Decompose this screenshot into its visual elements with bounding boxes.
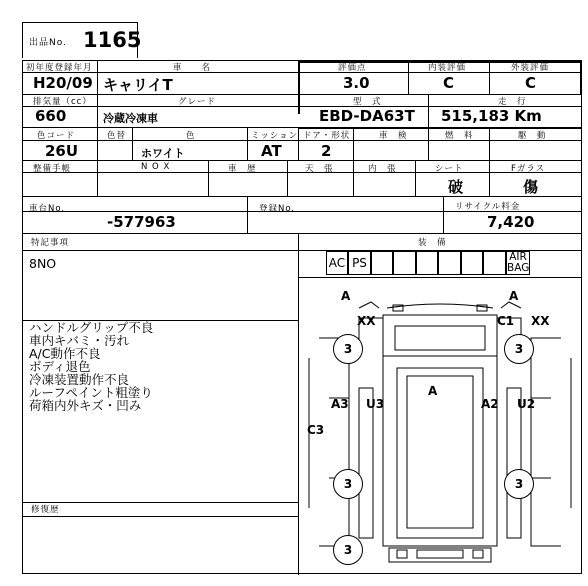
reg-no-label: 登録No. — [259, 204, 296, 214]
score-label: 評価点 — [338, 63, 367, 73]
score-value: 3.0 — [343, 74, 370, 92]
car-name-label: 車 名 — [173, 63, 212, 73]
special-notes — [29, 321, 153, 412]
equipment-slot — [483, 251, 506, 275]
damage-code: A3 — [331, 397, 349, 411]
fglass-label: Fガラス — [511, 164, 546, 174]
lot-number-box — [22, 22, 142, 58]
chassis-value: -577963 — [107, 213, 176, 231]
seat-label: シート — [435, 164, 464, 174]
equipment-label: 装 備 — [418, 238, 447, 248]
color-label: 色 — [186, 131, 196, 141]
drive-label: 駆 動 — [518, 131, 547, 141]
interior-label: 内装評価 — [428, 63, 467, 73]
damage-code: C3 — [307, 423, 325, 437]
tire-front-right: 3 — [504, 334, 534, 364]
model-value: EBD-DA63T — [319, 107, 415, 125]
damage-code: A — [341, 289, 351, 303]
special-note: 車内キバミ・汚れ — [29, 333, 130, 348]
mission-value: AT — [261, 142, 282, 160]
fuel-label: 燃 料 — [445, 131, 474, 141]
displacement-value: 660 — [35, 107, 67, 125]
mileage-label: 走 行 — [498, 97, 527, 107]
grade-label: グレード — [178, 97, 217, 107]
manual-label: 整備手帳 — [33, 164, 72, 174]
damage-code: A — [509, 289, 519, 303]
special-note: ボディ退色 — [29, 359, 91, 374]
exterior-value: C — [525, 74, 537, 92]
chassis-label: 車台No. — [29, 204, 66, 214]
interior-value: C — [443, 74, 455, 92]
tire-rear-left: 3 — [333, 469, 363, 499]
equipment-slot — [461, 251, 483, 275]
lot-number-label: 出品No. — [29, 38, 67, 48]
doors-label: ドア・形状 — [303, 131, 351, 141]
recycle-label: リサイクル料金 — [455, 202, 521, 212]
first-reg-value: H20/09 — [33, 74, 93, 92]
fglass-value: 傷 — [523, 178, 539, 196]
special-note: ルーフペイント粗塗り — [29, 385, 153, 400]
tire-rear-right: 3 — [504, 469, 534, 499]
damage-code: U3 — [366, 397, 385, 411]
equipment-ac: AC — [326, 251, 348, 275]
seat-value: 破 — [448, 178, 464, 196]
equipment-slot — [438, 251, 461, 275]
nox-label: N O X — [141, 162, 171, 172]
lot-number: 1165 — [83, 28, 142, 52]
equipment-slot — [416, 251, 438, 275]
inspection-label: 車 検 — [379, 131, 408, 141]
equipment-airbag: AIR BAG — [507, 251, 530, 275]
equipment-ps: PS — [348, 251, 371, 275]
auction-sheet — [22, 60, 582, 574]
special-label: 特記事項 — [31, 238, 70, 248]
tire-spare: 3 — [333, 535, 363, 565]
special-note: A/C動作不良 — [29, 346, 101, 361]
recycle-value: 7,420 — [487, 213, 535, 231]
history-label: 車 歴 — [228, 164, 257, 174]
exterior-label: 外装評価 — [511, 63, 550, 73]
mission-label: ミッション — [251, 131, 299, 141]
first-reg-label: 初年度登録年月 — [26, 63, 93, 73]
damage-code: XX — [357, 314, 376, 328]
repair-label: 修復歴 — [31, 505, 60, 515]
damage-code: A2 — [481, 397, 499, 411]
special-note: 荷箱内外キズ・凹み — [29, 398, 142, 413]
damage-code: A — [428, 384, 438, 398]
equipment-slot — [371, 251, 393, 275]
damage-code: XX — [531, 314, 550, 328]
sunroof-label: 天 張 — [305, 164, 334, 174]
special-note: ハンドルグリップ不良 — [29, 320, 154, 335]
model-label: 型 式 — [353, 97, 382, 107]
special-note: 冷凍装置動作不良 — [29, 372, 130, 387]
grade-value: 冷蔵冷凍車 — [103, 112, 158, 125]
damage-code: U2 — [517, 397, 536, 411]
doors-value: 2 — [321, 142, 332, 160]
color-value: ホワイト — [141, 147, 185, 160]
color-swap-label: 色替 — [107, 131, 127, 141]
tire-front-left: 3 — [333, 334, 363, 364]
color-code-label: 色コード — [37, 131, 76, 141]
equipment-slot — [393, 251, 416, 275]
special-first: 8NO — [29, 256, 57, 271]
color-code-value: 26U — [45, 142, 79, 160]
displacement-label: 排気量（cc） — [33, 97, 92, 107]
interior-tension-label: 内 張 — [368, 164, 397, 174]
damage-code: C1 — [497, 314, 515, 328]
mileage-value: 515,183 Km — [441, 107, 542, 125]
car-name-value: キャリイT — [103, 76, 173, 94]
